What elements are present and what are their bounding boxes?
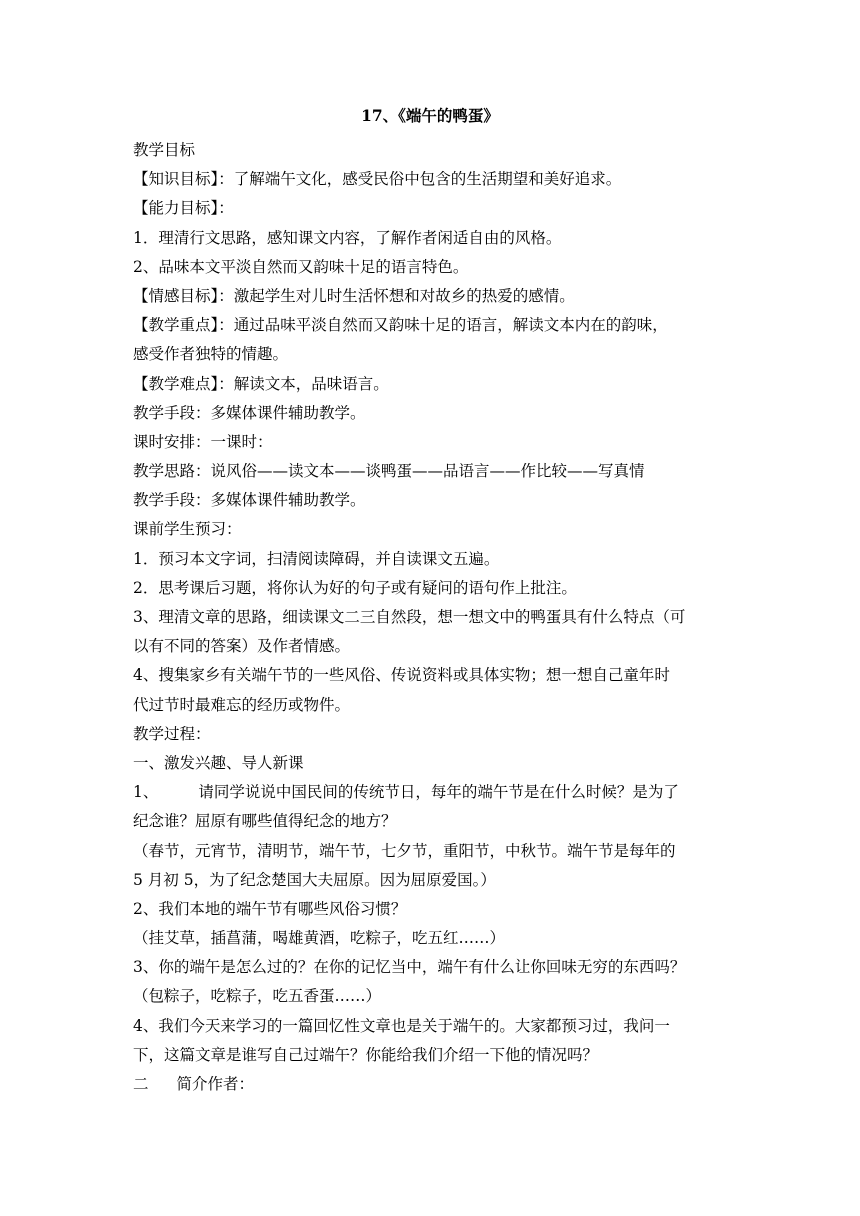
preview-item-3-continued: 以有不同的答案）及作者情感。	[133, 637, 351, 656]
process-item-4: 4、我们今天来学习的一篇回忆性文章也是关于端午的。大家都预习过，我问一	[133, 1016, 670, 1035]
list-marker: 1、	[133, 783, 159, 802]
preview-item-3: 3、理清文章的思路，细读课文二三自然段，想一想文中的鸭蛋具有什么特点（可	[133, 608, 686, 626]
teaching-means-repeat: 教学手段：多媒体课件辅助教学。	[133, 491, 366, 510]
preview-item-1: 1．预习本文字词，扫清阅读障碍，并自读课文五遍。	[133, 549, 500, 568]
document-title: 17、《端午的鸭蛋》	[361, 106, 499, 125]
process-item-1	[133, 778, 733, 807]
preview-item-4: 4、搜集家乡有关端午节的一些风俗、传说资料或具体实物；想一想自己童年时	[133, 666, 670, 685]
teaching-focus: 【教学重点】：通过品味平淡自然而又韵味十足的语言，解读文本内在的韵味，	[133, 316, 668, 335]
answer-1: （春节，元宵节，清明节，端午节，七夕节，重阳节，中秋节。端午节是每年的	[133, 841, 676, 860]
ability-objective-2: 2、品味本文平淡自然而又韵味十足的语言特色。	[133, 257, 469, 276]
process-section-2	[133, 1070, 733, 1099]
process-item-2: 2、我们本地的端午节有哪些风俗习惯？	[133, 899, 407, 918]
process-heading: 教学过程：	[133, 724, 211, 743]
teaching-approach: 教学思路：说风俗——读文本——谈鸭蛋——品语言——作比较——写真情	[133, 462, 645, 481]
answer-3: （包粽子，吃粽子，吃五香蛋……）	[133, 987, 382, 1006]
emotion-objective: 【情感目标】：激起学生对儿时生活怀想和对故乡的热爱的感情。	[133, 286, 575, 305]
teaching-means: 教学手段：多媒体课件辅助教学。	[133, 403, 366, 422]
answer-1-continued: 5 月初 5，为了纪念楚国大夫屈原。因为屈原爱国。）	[133, 870, 496, 889]
ability-objective-heading: 【能力目标】：	[133, 199, 234, 218]
process-section-2-text: 简介作者：	[176, 1075, 255, 1093]
teaching-difficulty: 【教学难点】：解读文本，品味语言。	[133, 374, 389, 393]
preview-heading: 课前学生预习：	[133, 520, 242, 539]
section-marker: 二	[133, 1075, 149, 1093]
preview-item-2: 2．思考课后习题，将你认为好的句子或有疑问的语句作上批注。	[133, 578, 577, 597]
process-item-3: 3、你的端午是怎么过的？在你的记忆当中，端午有什么让你回味无穷的东西吗？	[133, 958, 686, 977]
process-item-1-continued: 纪念谁？屈原有哪些值得纪念的地方？	[133, 812, 397, 831]
process-section-1: 一、激发兴趣、导人新课	[133, 753, 304, 772]
process-item-4-continued: 下，这篇文章是谁写自己过端午？你能给我们介绍一下他的情况吗？	[133, 1045, 599, 1064]
ability-objective-1: 1．理清行文思路，感知课文内容，了解作者闲适自由的风格。	[133, 228, 562, 247]
section-heading-objectives: 教学目标	[133, 141, 196, 159]
teaching-focus-continued: 感受作者独特的情趣。	[133, 345, 289, 364]
knowledge-objective: 【知识目标】：了解端午文化，感受民俗中包含的生活期望和美好追求。	[133, 170, 622, 189]
class-hours: 课时安排：一课时：	[133, 432, 273, 451]
answer-2: （挂艾草，插菖蒲，喝雄黄酒，吃粽子，吃五红……）	[133, 929, 506, 948]
document-body	[133, 136, 733, 1099]
process-item-1-text: 请同学说说中国民间的传统节日，每年的端午节是在什么时候？是为了	[198, 783, 679, 802]
preview-item-4-continued: 代过节时最难忘的经历或物件。	[133, 695, 351, 714]
